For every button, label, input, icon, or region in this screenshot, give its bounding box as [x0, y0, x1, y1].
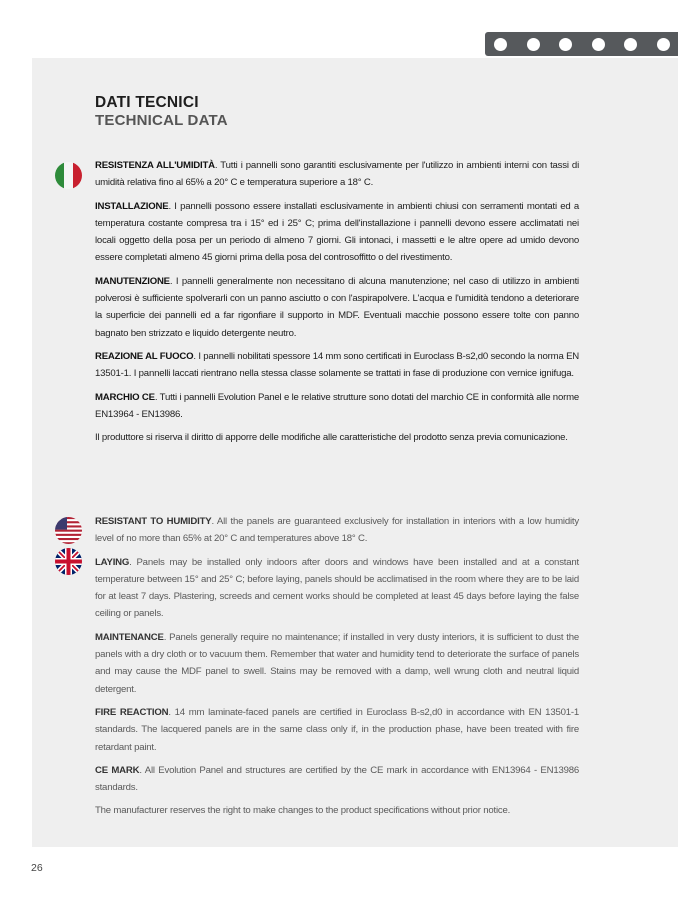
- page-number: 26: [31, 862, 43, 874]
- page-heading: [95, 94, 228, 130]
- humidity-paragraph-it: [95, 157, 579, 192]
- ce-label-it: MARCHIO CE: [95, 391, 155, 403]
- fire-paragraph-en: [95, 704, 579, 756]
- italian-section: [95, 157, 579, 452]
- fire-text-en: . 14 mm laminate-faced panels are certified in Euroclass B-s2,d0 in accordance with EN 13501-1 standards. The lacquered panels are in the same class only if, in the production phase, have been treated with fire retardant paint.: [95, 706, 579, 753]
- maintenance-text-it: . I pannelli generalmente non necessitano di alcuna manutenzione; nel caso di utilizzo in ambienti polverosi è sufficiente spolverarli con un panno asciutto o con l'aspirapolvere. L'acqua e l'umidità tendono a deteriorare la superficie dei pannelli ed a far rigonfiare il supporto in MDF. Eventuali macchie possono essere tolte con panno bagnato ben strizzato e liquido detergente neutro.: [95, 275, 579, 339]
- disclaimer-en: The manufacturer reserves the right to make changes to the product specifications without prior notice.: [95, 805, 511, 817]
- ce-text-it: . Tutti i pannelli Evolution Panel e le relative strutture sono dotati del marchio CE in conformità alle norme EN13964 - EN13986.: [95, 391, 580, 420]
- fire-label-it: REAZIONE AL FUOCO: [95, 350, 194, 362]
- maintenance-paragraph-it: [95, 273, 579, 342]
- fire-text-it: . I pannelli nobilitati spessore 14 mm sono certificati in Euroclass B-s2,d0 secondo la norma EN 13501-1. I pannelli laccati rientrano nella stessa classe solamente se trattati in fase di produzione con vernice ignifuga.: [95, 350, 579, 380]
- laying-text-it: . I pannelli possono essere installati esclusivamente in ambienti chiusi con serramenti montati ed a temperatura costante compresa tra i 15° ed i 25° C; prima dell'installazione i pannelli devono essere acclimatati nei locali oggetto della posa per un periodo di almeno 7 giorni. Gli intonaci, i massetti e le altre opere ad umido devono essere completati almeno 45 giorni prima della posa del controsoffitto o del rivestimento.: [95, 200, 579, 264]
- laying-paragraph-en: [95, 554, 579, 623]
- title-italian: DATI TECNICI: [95, 94, 199, 111]
- fire-paragraph-it: [95, 348, 579, 383]
- english-section: [95, 513, 579, 826]
- laying-text-en: . Panels may be installed only indoors after doors and windows have been installed and at a constant temperature between 15° and 25° C; before laying, panels should be acclimatised in the room where they are to be laid for at least 7 days. Plastering, screeds and cement works should be completed at least 45 days before laying the false ceiling or panels.: [95, 556, 579, 620]
- tab-dot: [592, 38, 605, 51]
- humidity-label-it: RESISTENZA ALL'UMIDITÀ: [95, 160, 215, 171]
- italy-flag-icon: [55, 162, 82, 189]
- humidity-text-it: . Tutti i pannelli sono garantiti esclusivamente per l'utilizzo in ambienti interni con tassi di umidità relativa fino al 65% a 20° C e temperatura superiore a 18° C.: [95, 160, 579, 189]
- humidity-paragraph-en: [95, 513, 579, 548]
- laying-label-en: LAYING: [95, 556, 130, 568]
- maintenance-label-it: MANUTENZIONE: [95, 275, 170, 287]
- fire-label-en: FIRE REACTION: [95, 706, 169, 718]
- tab-dot: [494, 38, 507, 51]
- humidity-label-en: RESISTANT TO HUMIDITY: [95, 516, 212, 527]
- humidity-text-en: . All the panels are guaranteed exclusively for installation in interiors with a low humidity level of no more than 65% at 20° C and temperatures above 18° C.: [95, 516, 579, 545]
- maintenance-text-en: . Panels generally require no maintenance; if installed in very dusty interiors, it is sufficient to dust the panels with a dry cloth or to vacuum them. Remember that water and humidity tend to deteriorate the surface of panels and may cause the MDF panel to swell. Stains may be removed with a damp, well wrung cloth and neutral liquid detergent.: [95, 631, 579, 695]
- tab-dot: [559, 38, 572, 51]
- usa-flag-icon: [55, 517, 82, 544]
- header-tab: [485, 32, 678, 56]
- tab-dot: [624, 38, 637, 51]
- maintenance-paragraph-en: [95, 629, 579, 698]
- disclaimer-it: Il produttore si riserva il diritto di apporre delle modifiche alle caratteristiche del prodotto senza previa comunicazione.: [95, 432, 568, 444]
- tab-dot: [527, 38, 540, 51]
- maintenance-label-en: MAINTENANCE: [95, 631, 164, 643]
- ce-paragraph-en: [95, 762, 579, 797]
- laying-paragraph-it: [95, 198, 579, 267]
- uk-flag-icon: [55, 548, 82, 575]
- title-english: TECHNICAL DATA: [95, 112, 228, 129]
- ce-label-en: CE MARK: [95, 764, 140, 776]
- ce-text-en: . All Evolution Panel and structures are certified by the CE mark in accordance with EN13964 - EN13986 standards.: [95, 764, 580, 794]
- laying-label-it: INSTALLAZIONE: [95, 200, 169, 212]
- ce-paragraph-it: [95, 389, 579, 424]
- tab-dot: [657, 38, 670, 51]
